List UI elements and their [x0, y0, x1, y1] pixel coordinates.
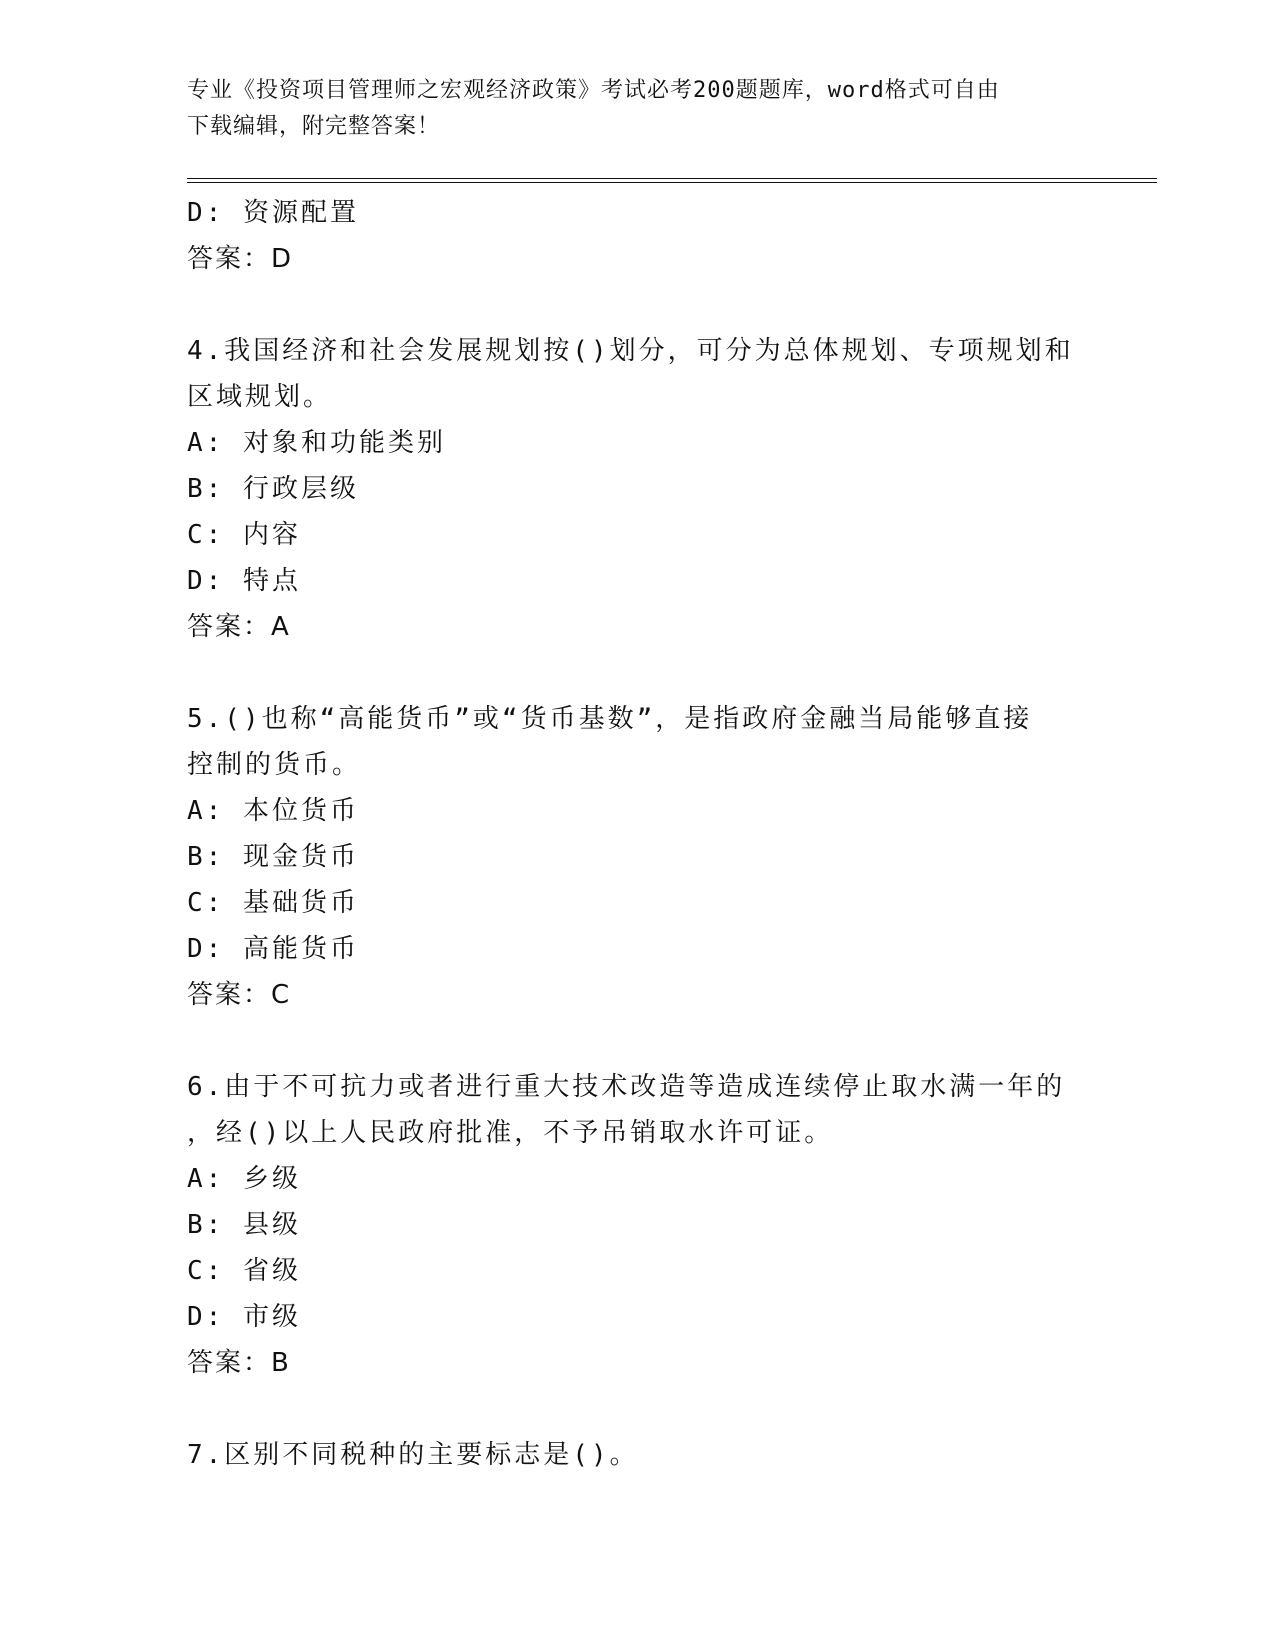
option-b: B: 县级 — [187, 1210, 301, 1240]
question-7 — [187, 1432, 1087, 1478]
option-a: A: 本位货币 — [187, 796, 359, 826]
option-d: D: 高能货币 — [187, 934, 359, 964]
header-divider-bottom — [187, 182, 1157, 183]
question-text-line: 5.()也称“高能货币”或“货币基数”，是指政府金融当局能够直接 — [187, 704, 1033, 734]
answer-line: 答案：D — [187, 244, 294, 274]
option-d: D: 资源配置 — [187, 198, 359, 228]
spacer — [187, 282, 1087, 328]
question-text-line: 4.我国经济和社会发展规划按()划分，可分为总体规划、专项规划和 — [187, 336, 1074, 366]
question-content — [187, 190, 1087, 1478]
spacer — [187, 1018, 1087, 1064]
question-6 — [187, 1064, 1087, 1386]
header-divider-top — [187, 178, 1157, 179]
spacer — [187, 1386, 1087, 1432]
answer-line: 答案：A — [187, 612, 291, 642]
question-text-line: 6.由于不可抗力或者进行重大技术改造等造成连续停止取水满一年的 — [187, 1072, 1066, 1102]
option-b: B: 现金货币 — [187, 842, 359, 872]
header-line-1: 专业《投资项目管理师之宏观经济政策》考试必考200题题库，word格式可自由 — [187, 78, 1000, 103]
option-c: C: 省级 — [187, 1256, 301, 1286]
document-header — [187, 73, 1087, 145]
option-d: D: 市级 — [187, 1302, 301, 1332]
question-text-line: 控制的货币。 — [187, 750, 362, 780]
question-text-line: 区域规划。 — [187, 382, 333, 412]
question-5 — [187, 696, 1087, 1018]
answer-line: 答案：C — [187, 980, 292, 1010]
option-a: A: 乡级 — [187, 1164, 301, 1194]
option-a: A: 对象和功能类别 — [187, 428, 446, 458]
option-c: C: 基础货币 — [187, 888, 359, 918]
question-text-line: ，经()以上人民政府批准，不予吊销取水许可证。 — [187, 1118, 834, 1148]
header-line-2: 下载编辑，附完整答案！ — [187, 114, 441, 139]
question-4 — [187, 328, 1087, 650]
option-c: C: 内容 — [187, 520, 301, 550]
question-text-line: 7.区别不同税种的主要标志是()。 — [187, 1440, 639, 1470]
option-d: D: 特点 — [187, 566, 301, 596]
spacer — [187, 650, 1087, 696]
answer-line: 答案：B — [187, 1348, 291, 1378]
option-b: B: 行政层级 — [187, 474, 359, 504]
